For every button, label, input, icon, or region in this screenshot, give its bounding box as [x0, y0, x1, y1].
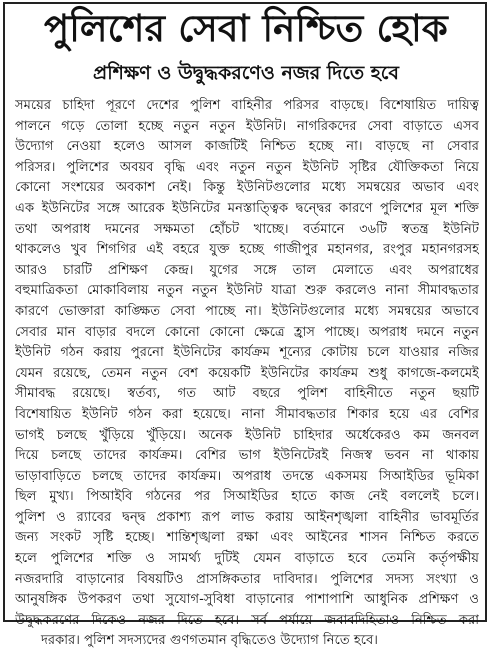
- article-line: সেবার মান বাড়ার বদলে কোনো কোনো ক্ষেত্রে হ্রাস পাচ্ছে। অপরাধ দমনে নতুন: [15, 324, 479, 340]
- article-line: হলে পুলিশের শক্তি ও সামর্থ্য দুটিই যেমন বাড়াতে হবে তেমনি কর্তৃপক্ষীয়: [15, 551, 479, 567]
- article-line: যেমন রয়েছে, তেমন নতুন বেশ কয়েকটি ইউনিটের কার্যক্রম শুধু কাগজে-কলমেই: [15, 365, 479, 381]
- article-line: ভাগই চলছে খুঁড়িয়ে খুঁড়িয়ে। অনেক ইউনিট চাহিদার অর্ধেকেরও কম জনবল: [15, 427, 479, 443]
- article-line: ছিল মুখ্য। পিআইবি গঠনের পর সিআইডির হাতে কাজ নেই বললেই চলে।: [15, 489, 479, 505]
- article-line: কোনো সংশয়ের অবকাশ নেই। কিন্তু ইউনিটগুলোর মধ্যে সমন্বয়ের অভাব এবং: [15, 180, 479, 196]
- article-line: দরকার। পুলিশ সদস্যদের গুণগতমান বৃদ্ধিতেও উদ্যোগ নিতে হবে।: [41, 633, 378, 649]
- article-body: [15, 96, 479, 652]
- article-line: পালনে গড়ে তোলা হচ্ছে নতুন নতুন ইউনিট। নাগরিকদের সেবা বাড়াতে এসব: [15, 118, 479, 134]
- article-line: সময়ের চাহিদা পূরণে দেশের পুলিশ বাহিনীর পরিসর বাড়ছে। বিশেষায়িত দায়িত্ব: [15, 98, 479, 113]
- article-line: সীমাবদ্ধ রয়েছে। স্বর্তব্য, গত আট বছরে পুলিশ বাহিনীতে নতুন ছয়টি: [15, 386, 479, 402]
- article-line: আরও চারটি প্রশিক্ষণ কেন্দ্র। যুগের সঙ্গে তাল মেলাতে এবং অপরাধের: [15, 262, 479, 278]
- article-line: এক ইউনিটের সঙ্গে আরেক ইউনিটের মনস্তাত্ত্বিক দ্বন্দ্বের কারণে পুলিশের মূল শক্তি: [15, 200, 479, 216]
- article-line: ভাড়াবাড়িতে চলছে তাদের কার্যক্রম। অপরাধ তদন্তে একসময় সিআইডির ভূমিকা: [15, 468, 479, 484]
- article-line: বহুমাত্রিকতা মোকাবিলায় নতুন নতুন ইউনিট যাত্রা শুরু করলেও নানা সীমাবদ্ধতার: [15, 283, 479, 299]
- headline: পুলিশের সেবা নিশ্চিত হোক: [43, 7, 449, 50]
- article-line: তথা অপরাধ দমনের সক্ষমতা হোঁচট খাচ্ছে। বর্তমানে ৩৬টি স্বতন্ত্র ইউনিট: [15, 221, 479, 237]
- article-line: পরিসর। পুলিশের অবয়ব বৃদ্ধি এবং নতুন নতুন ইউনিট সৃষ্টির যৌক্তিকতা নিয়ে: [15, 159, 479, 175]
- article-line: আনুষঙ্গিক উপকরণ তথা সুযোগ-সুবিধা বাড়ানোর পাশাপাশি আধুনিক প্রশিক্ষণ ও: [15, 592, 479, 608]
- article-line: নজরদারি বাড়ানোর বিষয়টিও প্রাসঙ্গিকতার দাবিদার। পুলিশের সদস্য সংখ্যা ও: [15, 571, 479, 587]
- subheadline: প্রশিক্ষণ ও উদ্বুদ্ধকরণেও নজর দিতে হবে: [93, 62, 399, 84]
- article-line: কারণে ভোক্তারা কাঙ্ক্ষিত সেবা পাচ্ছে না। ইউনিটগুলোর মধ্যে সমন্বয়ের অভাবে: [15, 303, 479, 319]
- article-line: থাকলেও খুব শিগগির এই বহরে যুক্ত হচ্ছে গাজীপুর মহানগর, রংপুর মহানগরসহ: [15, 242, 479, 258]
- article-line: পুলিশ ও র‍্যাবের দ্বন্দ্ব প্রকাশ্য রূপ লাভ করায় আইনশৃঙ্খলা বাহিনীর ভাবমূর্তির: [15, 509, 479, 525]
- article-line: ইউনিট গঠন করায় পুরনো ইউনিটের কার্যক্রম শূন্যের কোটায় চলে যাওয়ার নজির: [15, 345, 479, 361]
- article-line: বিশেষায়িত ইউনিট গঠন করা হয়েছে। নানা সীমাবদ্ধতার শিকার হয়ে এর বেশির: [15, 406, 479, 422]
- article-line: উদ্বুদ্ধকরণের দিকেও নজর দিতে হবে। সর্ব পর্যায়ে জবাবদিহিতাও নিশ্চিত করা: [15, 612, 479, 628]
- article-line: উদ্যোগ নেওয়া হলেও আসল কাজটিই নিশ্চিত হচ্ছে না। বাড়ছে না সেবার: [15, 139, 479, 155]
- article-line: জন্য সংকট সৃষ্টি হচ্ছে। শান্তিশৃঙ্খলা রক্ষা এবং আইনের শাসন নিশ্চিত করতে: [15, 530, 479, 546]
- article-line: দিয়ে চলছে তাদের কার্যক্রম। বেশির ভাগ ইউনিটেরই নিজস্ব ভবন না থাকায়: [15, 448, 479, 464]
